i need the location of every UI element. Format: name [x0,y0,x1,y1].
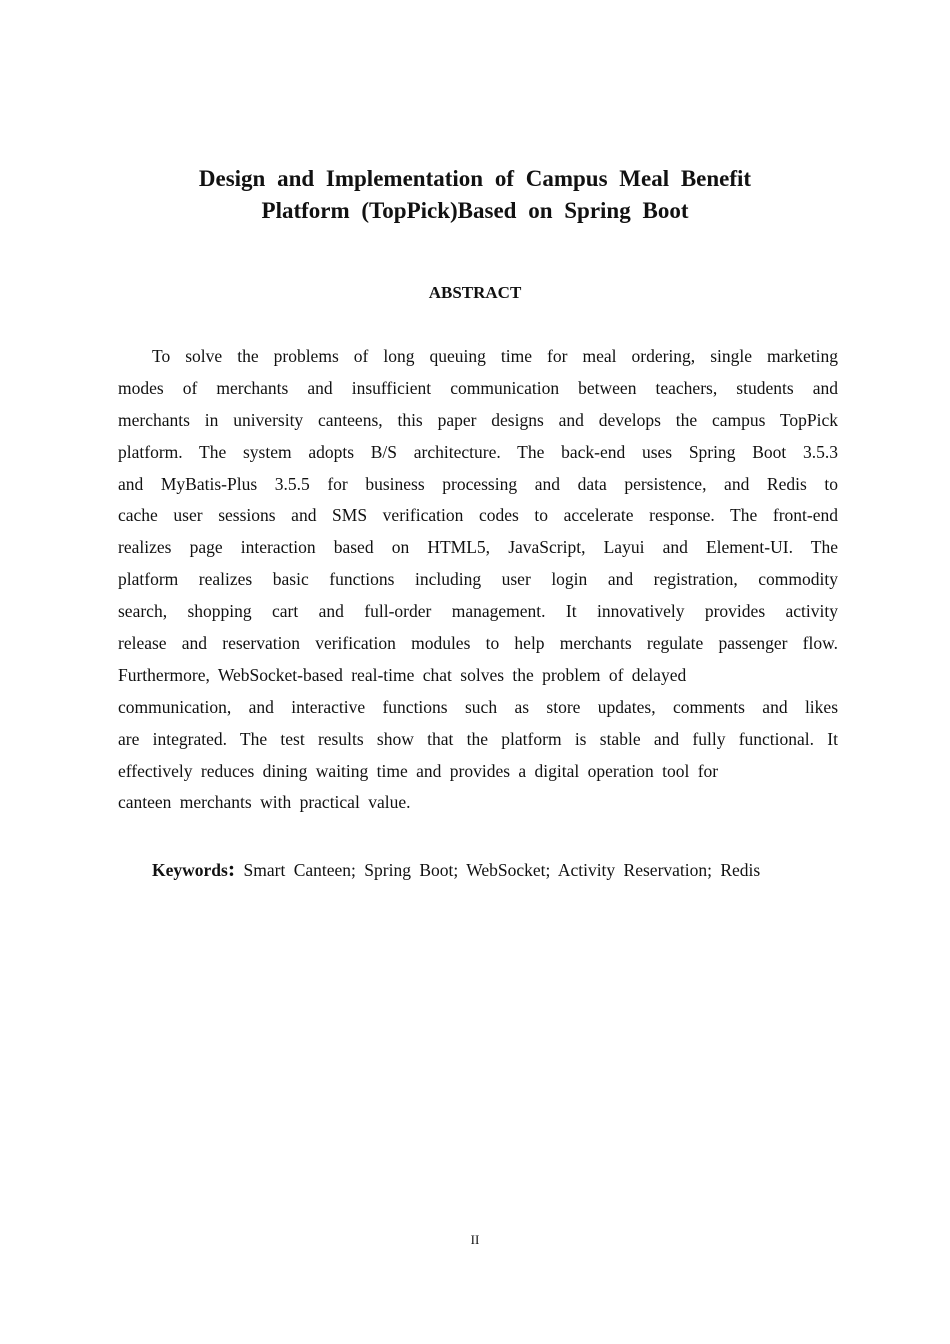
abstract-line: are integrated. The test results show that the platform is stable and fully functional. It [118,728,838,749]
paper-title-line-1: Design and Implementation of Campus Meal Benefit [198,166,752,191]
abstract-line: Furthermore, WebSocket-based real-time chat solves the problem of delayed [118,664,687,685]
abstract-line: platform realizes basic functions including user login and registration, commodity [118,569,838,590]
abstract-line: modes of merchants and insufficient communication between teachers, students and [118,377,838,398]
abstract-line: and MyBatis-Plus 3.5.5 for business processing and data persistence, and Redis to [118,473,838,494]
keywords-line [152,853,842,886]
keywords-label: Keywords [152,860,228,880]
abstract-line: cache user sessions and SMS verification codes to accelerate response. The front-end [118,505,838,526]
abstract-line: search, shopping cart and full-order management. It innovatively provides activity [118,601,838,622]
abstract-heading: ABSTRACT [428,283,522,302]
paper-title-line-2: Platform (TopPick)Based on Spring Boot [261,198,689,223]
abstract-line: merchants in university canteens, this paper designs and develops the campus TopPick [118,409,838,430]
abstract-body [118,341,838,819]
abstract-line: realizes page interaction based on HTML5, JavaScript, Layui and Element-UI. The [118,537,838,558]
keywords-colon: : [227,856,236,881]
abstract-line: effectively reduces dining waiting time and provides a digital operation tool for [118,760,719,781]
abstract-line: To solve the problems of long queuing time for meal ordering, single marketing [152,346,838,366]
abstract-line: release and reservation verification modules to help merchants regulate passenger flow. [118,633,838,654]
page-number: II [470,1232,480,1247]
abstract-line: communication, and interactive functions such as store updates, comments and likes [118,696,838,717]
abstract-line: canteen merchants with practical value. [118,792,411,813]
keywords-text: Smart Canteen; Spring Boot; WebSocket; Activity Reservation; Redis [235,860,761,880]
abstract-line: platform. The system adopts B/S architecture. The back-end uses Spring Boot 3.5.3 [118,441,838,462]
